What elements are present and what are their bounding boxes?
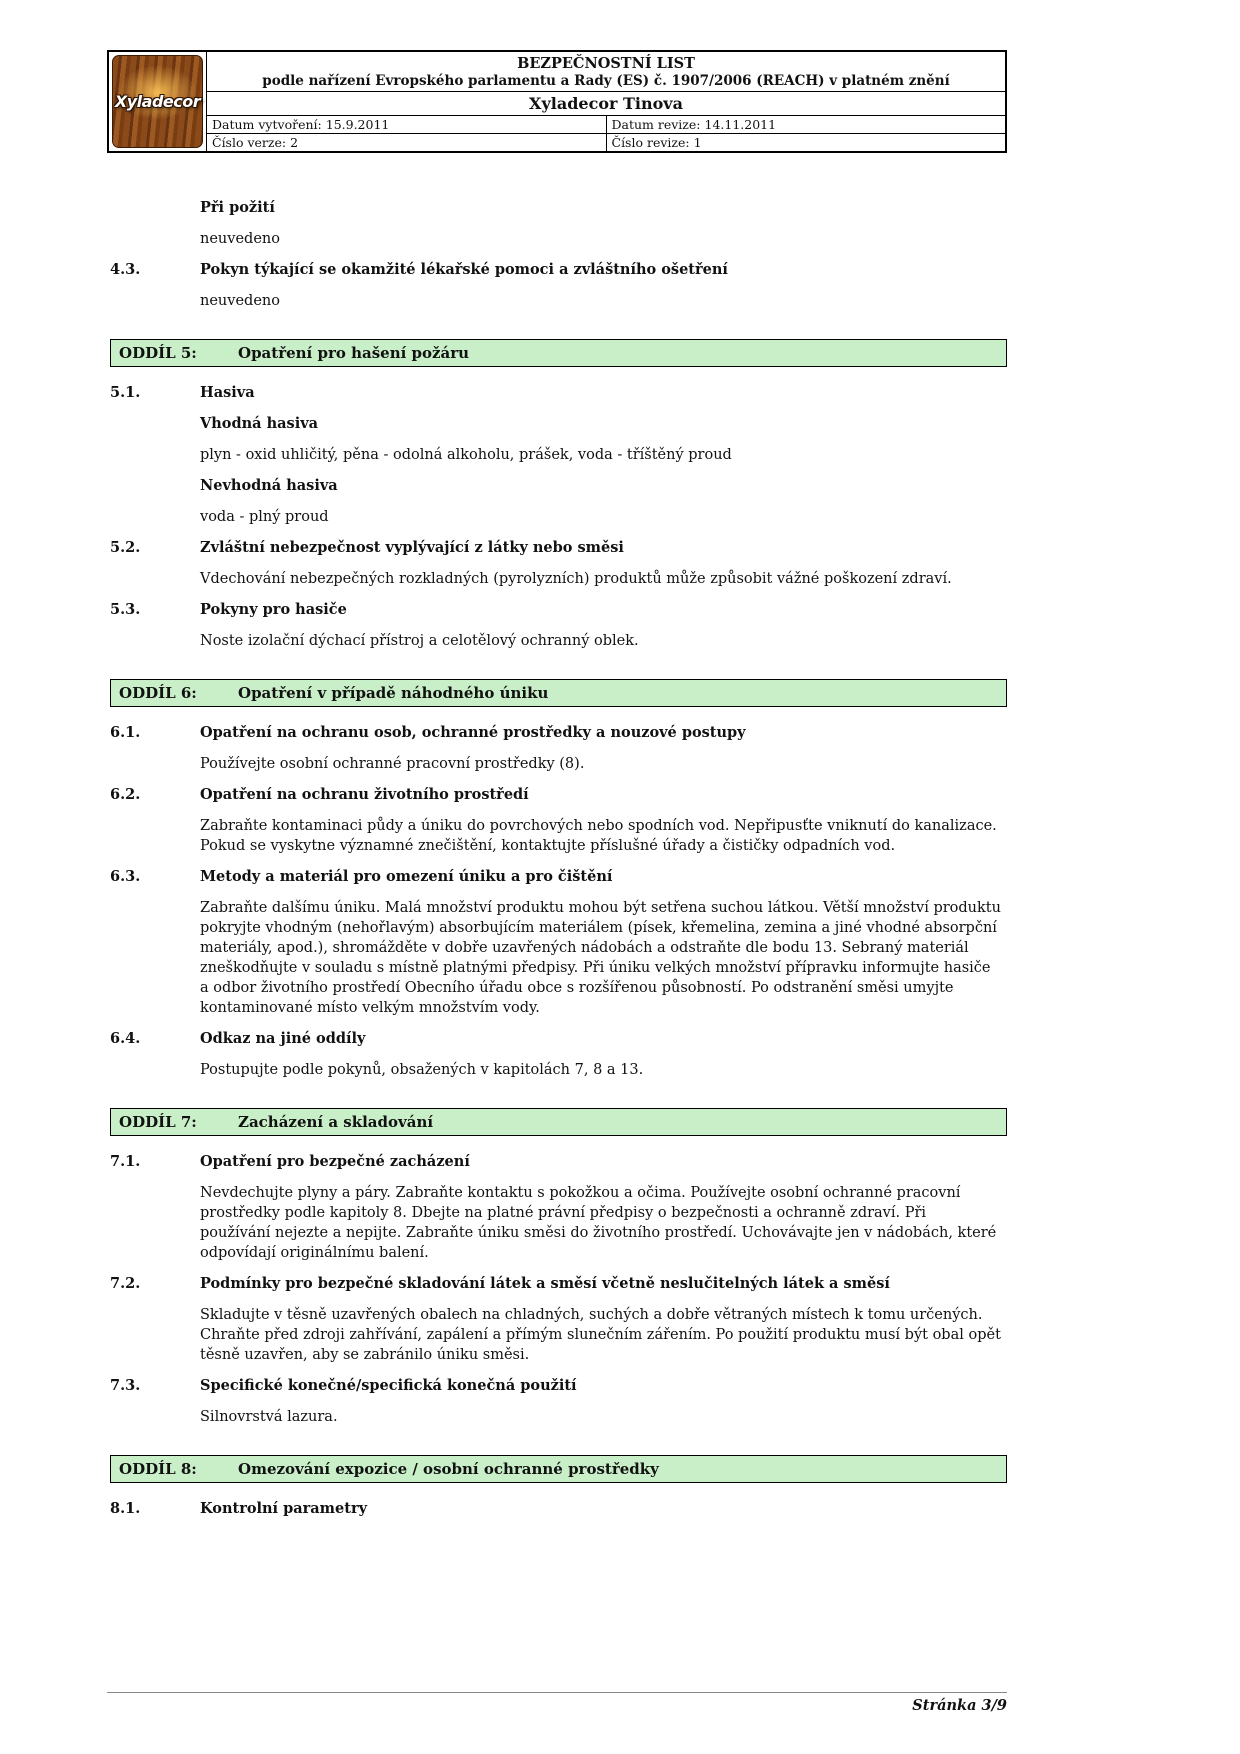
item-number (110, 476, 200, 496)
subsection-title: Odkaz na jiné oddíly (200, 1030, 366, 1047)
subsection-title: Pokyn týkající se okamžité lékařské pomoci a zvláštního ošetření (200, 261, 728, 278)
revision-number-value: 1 (693, 135, 702, 150)
subsection-row (110, 414, 1007, 434)
item-number (110, 229, 200, 249)
section-header (110, 339, 1007, 367)
item-number (110, 898, 200, 1018)
paragraph-text: Nevdechujte plyny a páry. Zabraňte kontaktu s pokožkou a očima. Používejte osobní ochranné pracovní prostředky podle kapitoly 8. Dbejte na platné právní předpisy o bezpečnosti a ochranně zdraví. Při používání nejezte a nepijte. Zabraňte úniku směsi do životního prostředí. Uchovávajte jen v nádobách, které odpovídají originálnímu balení. (200, 1185, 997, 1261)
paragraph-text: voda - plný proud (200, 509, 329, 525)
section-number: ODDÍL 8: (119, 1460, 197, 1478)
version-cell (207, 134, 607, 151)
revision-number-cell (607, 134, 1006, 151)
section-header (110, 1108, 1007, 1136)
section-number: ODDÍL 5: (119, 344, 197, 362)
subsection-title: Metody a materiál pro omezení úniku a pro čištění (200, 868, 613, 885)
section-title: Opatření v případě náhodného úniku (238, 684, 549, 702)
item-number: 7.2. (110, 1275, 141, 1292)
created-date-label: Datum vytvoření: (212, 117, 322, 132)
item-number: 7.1. (110, 1153, 141, 1170)
item-number: 5.1. (110, 384, 141, 401)
paragraph-text: Vdechování nebezpečných rozkladných (pyrolyzních) produktů může způsobit vážné poškození zdraví. (200, 571, 952, 587)
item-number: 8.1. (110, 1500, 141, 1517)
header-title-block (207, 52, 1005, 92)
document-body (110, 198, 1007, 1530)
created-date-cell (207, 116, 607, 133)
subsection-row (110, 383, 1007, 403)
paragraph-text: Zabraňte kontaminaci půdy a úniku do povrchových nebo spodních vod. Nepřipusťte vniknutí do kanalizace. Pokud se vyskytne významné znečištění, kontaktujte příslušné úřady a čističky odpadních vod. (200, 818, 997, 854)
paragraph-text: Skladujte v těsně uzavřených obalech na chladných, suchých a dobře větraných místech k tomu určených. Chraňte před zdroji zahřívání, zapálení a přímým slunečním zářením. Po použití produktu musí být obal opět těsně uzavřen, aby se zabránilo úniku směsi. (200, 1307, 1001, 1363)
subsection-row (110, 1029, 1007, 1049)
item-number: 5.3. (110, 601, 141, 618)
subsection-title: Opatření pro bezpečné zacházení (200, 1153, 470, 1170)
section-header (110, 679, 1007, 707)
page-footer (107, 1692, 1007, 1714)
paragraph-text: Postupujte podle pokynů, obsažených v kapitolách 7, 8 a 13. (200, 1062, 644, 1078)
item-number (110, 198, 200, 218)
paragraph-row (110, 816, 1007, 856)
paragraph-row (110, 631, 1007, 651)
created-date-value: 15.9.2011 (325, 117, 390, 132)
paragraph-text: Zabraňte dalšímu úniku. Malá množství produktu mohou být setřena suchou látkou. Větší množství produktu pokryjte vhodným (nehořlavým) absorbujícím materiálem (písek, křemelina, zemina a jiné vhodné absorpční materiály, apod.), shromážděte v dobře uzavřených nádobách a odstraňte dle bodu 13. Sebraný materiál zneškodňujte v souladu s místně platnými předpisy. Při úniku velkých množství přípravku informujte hasiče a odbor životního prostředí Obecního úřadu obce s rozšířenou působností. Po odstranění směsi umyjte kontaminované místo velkým množstvím vody. (200, 900, 1001, 1016)
item-number (110, 507, 200, 527)
item-number: 6.2. (110, 786, 141, 803)
subsection-title: Opatření na ochranu osob, ochranné prostředky a nouzové postupy (200, 724, 746, 741)
section-title: Zacházení a skladování (238, 1113, 434, 1131)
document-subtitle: podle nařízení Evropského parlamentu a Rady (ES) č. 1907/2006 (REACH) v platném znění (262, 73, 950, 89)
header-info (207, 52, 1005, 151)
item-number: 4.3. (110, 261, 141, 278)
item-number: 6.3. (110, 868, 141, 885)
section-header (110, 1455, 1007, 1483)
item-number (110, 569, 200, 589)
subsection-title: Zvláštní nebezpečnost vyplývající z látky nebo směsi (200, 539, 624, 556)
subsection-row (110, 260, 1007, 280)
subsection-row (110, 867, 1007, 887)
header-dates-row (207, 116, 1005, 134)
subsection-title: Vhodná hasiva (200, 415, 319, 432)
subsection-title: Nevhodná hasiva (200, 477, 338, 494)
subsection-row (110, 723, 1007, 743)
logo-text: Xyladecor (114, 92, 201, 111)
item-number (110, 1407, 200, 1427)
page-number: Stránka 3/9 (912, 1697, 1007, 1714)
item-number (110, 1305, 200, 1365)
item-number (110, 1183, 200, 1263)
paragraph-row (110, 1407, 1007, 1427)
revision-date-cell (607, 116, 1006, 133)
revision-date-label: Datum revize: (611, 117, 701, 132)
item-number (110, 754, 200, 774)
revision-date-value: 14.11.2011 (704, 117, 777, 132)
footer-divider (107, 1692, 1007, 1693)
item-number (110, 291, 200, 311)
subsection-row (110, 1499, 1007, 1519)
subsection-title: Podmínky pro bezpečné skladování látek a směsí včetně neslučitelných látek a směsí (200, 1275, 890, 1292)
paragraph-text: neuvedeno (200, 231, 280, 247)
item-number: 6.1. (110, 724, 141, 741)
subsection-title: Při požití (200, 199, 275, 216)
section-number: ODDÍL 7: (119, 1113, 197, 1131)
subsection-title: Kontrolní parametry (200, 1500, 368, 1517)
paragraph-row (110, 1305, 1007, 1365)
subsection-row (110, 600, 1007, 620)
version-label: Číslo verze: (212, 135, 287, 150)
paragraph-row (110, 1183, 1007, 1263)
subsection-row (110, 1274, 1007, 1294)
document-header (107, 50, 1007, 153)
paragraph-row (110, 569, 1007, 589)
subsection-title: Hasiva (200, 384, 255, 401)
product-name: Xyladecor Tinova (207, 92, 1005, 116)
subsection-row (110, 538, 1007, 558)
paragraph-text: neuvedeno (200, 293, 280, 309)
item-number (110, 816, 200, 856)
paragraph-row (110, 445, 1007, 465)
paragraph-text: Používejte osobní ochranné pracovní prostředky (8). (200, 756, 585, 772)
item-number (110, 1060, 200, 1080)
revision-number-label: Číslo revize: (611, 135, 690, 150)
paragraph-row (110, 898, 1007, 1018)
wood-texture (112, 55, 203, 148)
xyladecor-logo (109, 52, 207, 151)
version-value: 2 (290, 135, 299, 150)
subsection-title: Pokyny pro hasiče (200, 601, 347, 618)
header-version-row (207, 134, 1005, 151)
paragraph-row (110, 754, 1007, 774)
subsection-title: Specifické konečné/specifická konečná použití (200, 1377, 577, 1394)
section-number: ODDÍL 6: (119, 684, 197, 702)
paragraph-row (110, 1060, 1007, 1080)
paragraph-row (110, 507, 1007, 527)
subsection-title: Opatření na ochranu životního prostředí (200, 786, 529, 803)
subsection-row (110, 785, 1007, 805)
subsection-row (110, 476, 1007, 496)
item-number: 5.2. (110, 539, 141, 556)
item-number (110, 414, 200, 434)
item-number (110, 631, 200, 651)
item-number: 7.3. (110, 1377, 141, 1394)
paragraph-text: Noste izolační dýchací přístroj a celotělový ochranný oblek. (200, 633, 639, 649)
section-title: Omezování expozice / osobní ochranné prostředky (238, 1460, 659, 1478)
section-title: Opatření pro hašení požáru (238, 344, 470, 362)
paragraph-row (110, 229, 1007, 249)
subsection-row (110, 198, 1007, 218)
paragraph-row (110, 291, 1007, 311)
subsection-row (110, 1376, 1007, 1396)
paragraph-text: plyn - oxid uhličitý, pěna - odolná alkoholu, prášek, voda - tříštěný proud (200, 447, 732, 463)
item-number: 6.4. (110, 1030, 141, 1047)
document-title: BEZPEČNOSTNÍ LIST (517, 55, 695, 72)
paragraph-text: Silnovrstvá lazura. (200, 1409, 338, 1425)
item-number (110, 445, 200, 465)
subsection-row (110, 1152, 1007, 1172)
